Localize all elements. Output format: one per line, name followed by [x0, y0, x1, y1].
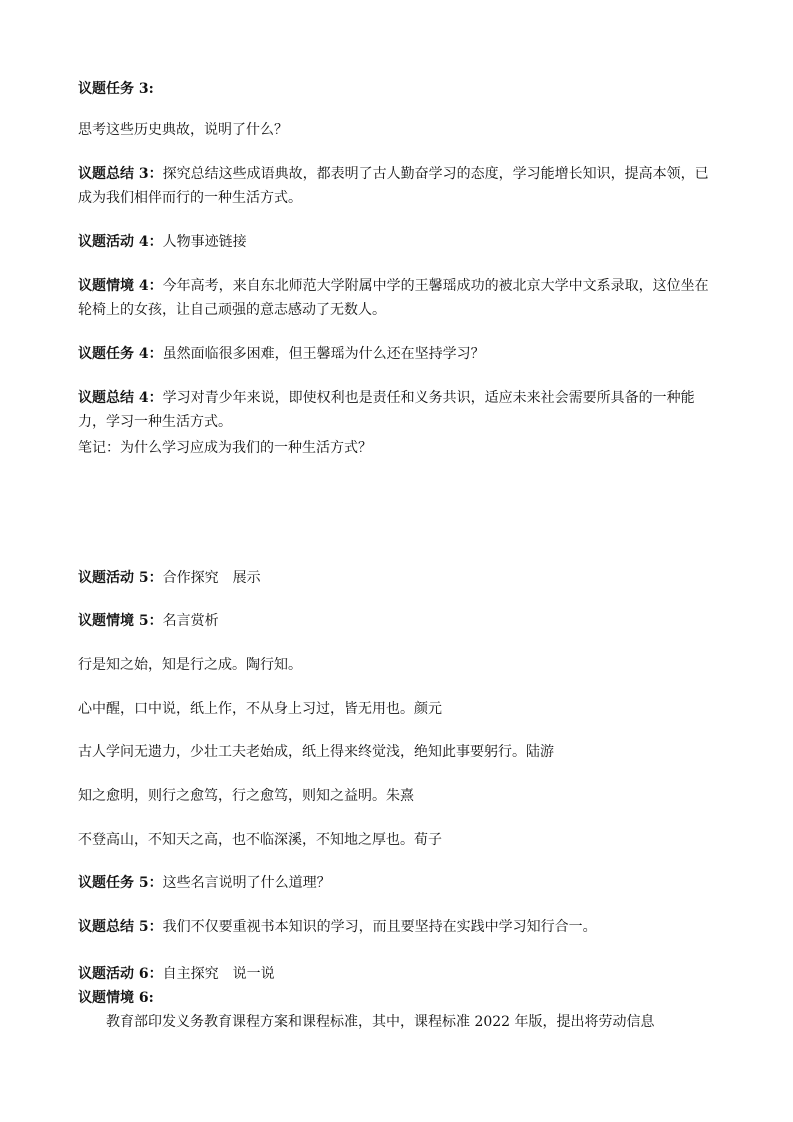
quote-yan-yuan	[78, 697, 718, 721]
paragraph-text: 合作探究 展示	[162, 570, 261, 586]
paragraph-separator: ：	[148, 278, 163, 294]
paragraph-separator: ：	[148, 570, 163, 586]
paragraph-activity-4	[78, 230, 718, 254]
paragraph-text: 笔记：为什么学习应成为我们的一种生活方式？	[78, 440, 372, 456]
paragraph-label: 议题任务 5	[78, 875, 149, 891]
paragraph-label: 议题总结 5	[78, 919, 149, 935]
paragraph-label: 议题总结 4	[78, 390, 149, 406]
paragraph-text: 教育部印发义务教育课程方案和课程标准，其中，课程标准 2022 年版，提出将劳动信息	[106, 1014, 655, 1030]
paragraph-text: 古人学问无遗力，少壮工夫老始成，纸上得来终觉浅，绝知此事要躬行。陆游	[78, 744, 554, 760]
paragraph-separator: ：	[148, 166, 163, 182]
paragraph-summary-5	[78, 915, 718, 939]
paragraph-text: 这些名言说明了什么道理？	[162, 875, 331, 891]
paragraph-separator: :	[148, 81, 154, 97]
paragraph-text: 今年高考，来自东北师范大学附属中学的王馨瑶成功的被北京大学中文系录取，这位坐在轮椅上的女孩，让自己顽强的意志感动了无数人。	[78, 278, 709, 318]
paragraph-separator: ：	[148, 966, 163, 982]
paragraph-context-5	[78, 609, 718, 633]
paragraph-task-4	[78, 342, 718, 366]
paragraph-text: 知之愈明，则行之愈笃，行之愈笃，则知之益明。朱熹	[78, 788, 414, 804]
paragraph-label: 议题任务 4	[78, 346, 149, 362]
paragraph-question	[78, 118, 718, 142]
paragraph-text: 名言赏析	[162, 613, 219, 629]
paragraph-separator: ：	[148, 346, 163, 362]
paragraph-text: 学习对青少年来说，即使权利也是责任和义务共识，适应未来社会需要所具备的一种能力，学习一种生活方式。	[78, 390, 695, 430]
paragraph-activity-5	[78, 566, 718, 590]
paragraph-label: 议题任务 3	[78, 81, 149, 97]
paragraph-summary-3	[78, 162, 718, 210]
paragraph-note	[78, 436, 718, 460]
paragraph-text: 思考这些历史典故，说明了什么？	[78, 122, 288, 138]
paragraph-separator: ：	[148, 919, 163, 935]
paragraph-label: 议题情境 5	[78, 613, 149, 629]
paragraph-text: 我们不仅要重视书本知识的学习，而且要坚持在实践中学习知行合一。	[162, 919, 597, 935]
paragraph-separator: ：	[148, 234, 163, 250]
paragraph-text: 行是知之始，知是行之成。陶行知。	[78, 657, 302, 673]
paragraph-text: 自主探究 说一说	[162, 966, 275, 982]
paragraph-task-3	[78, 77, 718, 101]
paragraph-separator: ：	[148, 613, 163, 629]
paragraph-label: 议题情境 6	[78, 990, 149, 1006]
paragraph-label: 议题活动 4	[78, 234, 149, 250]
paragraph-text: 虽然面临很多困难，但王馨瑶为什么还在坚持学习？	[162, 346, 485, 362]
paragraph-label: 议题活动 5	[78, 570, 149, 586]
quote-xunzi	[78, 828, 718, 852]
paragraph-task-5	[78, 871, 718, 895]
paragraph-separator: :	[148, 990, 154, 1006]
paragraph-activity-6	[78, 962, 718, 986]
paragraph-label: 议题活动 6	[78, 966, 149, 982]
paragraph-summary-4	[78, 386, 718, 434]
paragraph-curriculum	[78, 1010, 718, 1034]
paragraph-text: 人物事迹链接	[162, 234, 247, 250]
quote-lu-you	[78, 740, 718, 764]
quote-tao-xingzhi	[78, 653, 718, 677]
paragraph-text: 心中醒，口中说，纸上作，不从身上习过，皆无用也。颜元	[78, 701, 442, 717]
paragraph-separator: ：	[148, 390, 163, 406]
paragraph-label: 议题情境 4	[78, 278, 149, 294]
paragraph-text: 探究总结这些成语典故，都表明了古人勤奋学习的态度，学习能增长知识，提高本领，已成为我们相伴而行的一种生活方式。	[78, 166, 709, 206]
paragraph-text: 不登高山，不知天之高，也不临深溪，不知地之厚也。荀子	[78, 832, 442, 848]
quote-zhu-xi	[78, 784, 718, 808]
paragraph-separator: ：	[148, 875, 163, 891]
paragraph-label: 议题总结 3	[78, 166, 149, 182]
paragraph-context-6	[78, 986, 718, 1010]
paragraph-context-4	[78, 274, 718, 322]
